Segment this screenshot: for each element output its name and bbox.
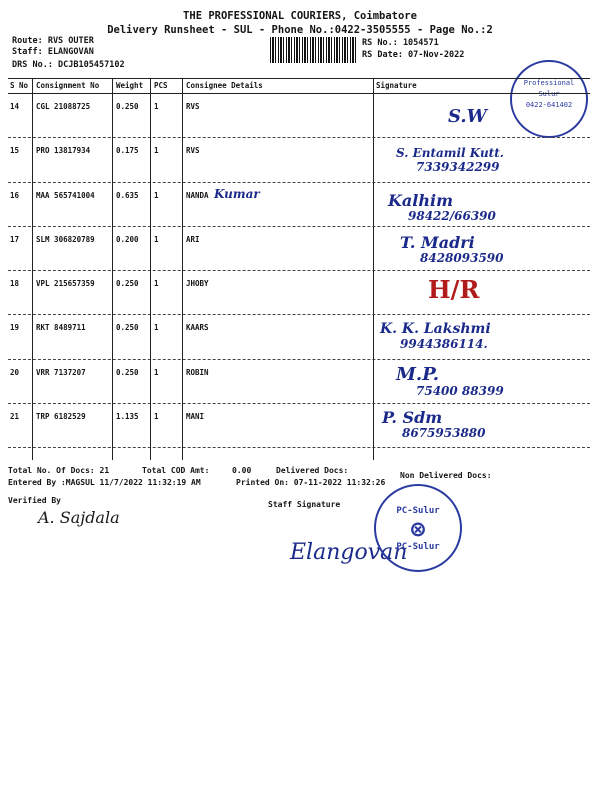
row-consignment: VPL 215657359 <box>36 279 95 289</box>
courier-stamp-top: Professional Sulur 0422-641402 <box>510 60 588 138</box>
col-sno: S No <box>10 81 29 90</box>
row-phone: 9944386114. <box>400 337 488 352</box>
row-signature: S.W <box>448 106 487 127</box>
row-signature: M.P. <box>396 363 440 385</box>
row-phone: 8675953880 <box>402 426 486 441</box>
rs-number: RS No.: 1054571 <box>362 38 439 48</box>
row-weight: 0.250 <box>116 102 139 111</box>
row-consignment: TRP 6182529 <box>36 412 86 422</box>
row-pcs: 1 <box>154 234 159 244</box>
table-row <box>8 360 590 404</box>
row-pcs: 1 <box>154 323 159 333</box>
row-sno: 16 <box>10 190 20 200</box>
staff-handwritten-signature: Elangovan <box>290 540 408 565</box>
total-cod-amt: 0.00 <box>232 466 252 475</box>
row-sno: 17 <box>10 234 20 244</box>
document-title: THE PROFESSIONAL COURIERS, Coimbatore <box>183 10 417 22</box>
row-phone: 8428093590 <box>420 250 504 265</box>
row-pcs: 1 <box>154 412 159 422</box>
row-signature: Kalhim <box>388 190 453 210</box>
table-row <box>8 227 590 271</box>
row-pcs: 1 <box>154 190 159 200</box>
row-consignment: VRR 7137207 <box>36 367 86 377</box>
runsheet-table <box>8 78 590 448</box>
verified-by-label: Verified By <box>8 496 61 505</box>
row-consignee: RVS <box>186 146 200 156</box>
table-row <box>8 315 590 359</box>
col-signature: Signature <box>376 81 417 90</box>
row-sno: 14 <box>10 102 20 111</box>
row-consignment: SLM 306820789 <box>36 234 95 244</box>
col-pcs: PCS <box>154 81 168 90</box>
row-weight: 1.135 <box>116 412 139 422</box>
row-pcs: 1 <box>154 146 159 156</box>
table-header <box>8 78 590 94</box>
row-consignment: CGL 21088725 <box>36 102 91 111</box>
table-body <box>8 94 590 448</box>
rs-date: RS Date: 07-Nov-2022 <box>362 50 465 60</box>
row-pcs: 1 <box>154 279 159 289</box>
row-consignee: JHOBY <box>186 279 209 289</box>
table-row <box>8 138 590 182</box>
table-row <box>8 183 590 227</box>
row-consignee: KAARS <box>186 323 209 333</box>
row-consignment: RKT 8489711 <box>36 323 86 333</box>
row-handwritten-name: Kumar <box>214 186 260 201</box>
printed-on: Printed On: 07-11-2022 11:32:26 <box>236 478 386 487</box>
row-sno: 18 <box>10 279 20 289</box>
document-subtitle: Delivery Runsheet - SUL - Phone No.:0422-3505555 - Page No.:2 <box>107 24 493 36</box>
entered-by: Entered By :MAGSUL 11/7/2022 11:32:19 AM <box>8 478 201 487</box>
route-label: Route: RVS OUTER <box>12 36 94 46</box>
col-weight: Weight <box>116 81 144 90</box>
row-sno: 21 <box>10 412 20 422</box>
delivered-docs: Delivered Docs: <box>276 466 349 475</box>
row-pcs: 1 <box>154 102 159 111</box>
row-signature: S. Entamil Kutt. <box>396 146 504 161</box>
table-row <box>8 404 590 448</box>
row-weight: 0.175 <box>116 146 139 156</box>
non-delivered-docs: Non Delivered Docs: <box>400 471 492 480</box>
row-sno: 15 <box>10 146 20 156</box>
row-phone: 75400 88399 <box>416 383 504 398</box>
verified-signature: A. Sajdala <box>38 508 120 527</box>
col-consignee: Consignee Details <box>186 81 263 90</box>
row-weight: 0.200 <box>116 234 139 244</box>
row-consignee: ROBIN <box>186 367 209 377</box>
row-weight: 0.250 <box>116 279 139 289</box>
row-consignment: PRO 13817934 <box>36 146 91 156</box>
row-weight: 0.250 <box>116 367 139 377</box>
courier-stamp-bottom: PC-Sulur ⊗ PC-Sulur <box>374 484 462 572</box>
row-consignee: NANDA <box>186 190 209 200</box>
row-signature: P. Sdm <box>382 408 443 428</box>
col-consignment: Consignment No <box>36 81 100 90</box>
table-row <box>8 271 590 315</box>
row-signature: H/R <box>428 275 480 305</box>
row-sno: 20 <box>10 367 20 377</box>
row-consignee: RVS <box>186 102 200 111</box>
row-phone: 98422/66390 <box>408 208 496 223</box>
row-phone: 7339342299 <box>416 160 500 175</box>
total-docs: Total No. Of Docs: 21 <box>8 466 110 475</box>
barcode <box>270 37 358 63</box>
row-signature: K. K. Lakshmi <box>380 321 491 338</box>
total-cod-label: Total COD Amt: <box>142 466 210 475</box>
staff-label: Staff: ELANGOVAN <box>12 47 94 57</box>
row-consignee: MANI <box>186 412 205 422</box>
drs-number: DRS No.: DCJB105457102 <box>12 60 125 70</box>
row-consignment: MAA 565741004 <box>36 190 95 200</box>
staff-signature-label: Staff Signature <box>268 500 341 509</box>
row-sno: 19 <box>10 323 20 333</box>
row-signature: T. Madri <box>400 232 475 252</box>
row-pcs: 1 <box>154 367 159 377</box>
row-weight: 0.250 <box>116 323 139 333</box>
table-row <box>8 94 590 138</box>
row-weight: 0.635 <box>116 190 139 200</box>
row-consignee: ARI <box>186 234 200 244</box>
